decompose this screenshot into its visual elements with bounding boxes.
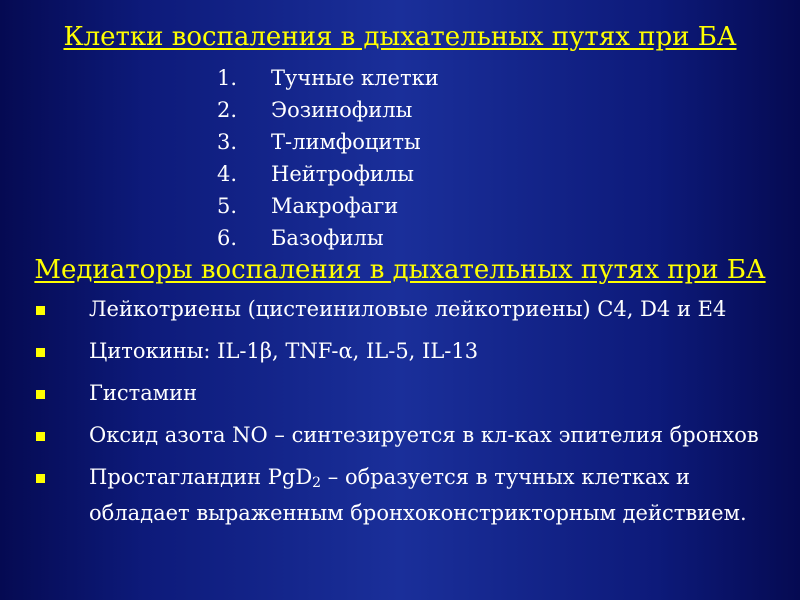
list-number: 3. [217, 130, 238, 154]
square-bullet-icon [36, 306, 45, 315]
list-number: 4. [217, 162, 238, 186]
list-item-label: Базофилы [271, 226, 384, 250]
list-item-label: Тучные клетки [271, 66, 439, 90]
square-bullet-icon [36, 474, 45, 483]
list-item [217, 190, 439, 222]
list-item-label: Макрофаги [271, 194, 399, 218]
list-number: 1. [217, 66, 238, 90]
bullet-item-text: Лейкотриены (цистеиниловые лейкотриены) С4, D4 и Е4 [89, 297, 727, 321]
mediators-list [36, 294, 761, 540]
cells-heading: Клетки воспаления в дыхательных путях при БА [63, 22, 737, 52]
list-item [217, 222, 439, 254]
bullet-item [36, 462, 761, 528]
list-number: 5. [217, 194, 238, 218]
list-item [217, 126, 439, 158]
square-bullet-icon [36, 348, 45, 357]
square-bullet-icon [36, 390, 45, 399]
bullet-item-text [89, 462, 761, 528]
list-number: 6. [217, 226, 238, 250]
bullet-item-text: Оксид азота NO – синтезируется в кл-ках эпителия бронхов [89, 423, 759, 447]
bullet-item-text: Цитокины: IL-1β, TNF-α, IL-5, IL-13 [89, 339, 479, 363]
list-number: 2. [217, 98, 238, 122]
bullet-item-text: Гистамин [89, 381, 198, 405]
bullet-text-prefix: Простагландин PgD [89, 465, 313, 489]
list-item-label: Эозинофилы [271, 98, 413, 122]
bullet-item [36, 378, 761, 408]
cells-list [217, 62, 439, 254]
square-bullet-icon [36, 432, 45, 441]
bullet-item [36, 336, 761, 366]
bullet-text-suffix: – образуется в тучных клетках и обладает выраженным бронхоконстрикторным действием. [89, 465, 747, 525]
list-item [217, 94, 439, 126]
list-item [217, 158, 439, 190]
bullet-item [36, 420, 761, 450]
subscript: 2 [312, 475, 322, 491]
mediators-heading: Медиаторы воспаления в дыхательных путях при БА [34, 255, 766, 285]
list-item-label: Нейтрофилы [271, 162, 414, 186]
list-item-label: Т-лимфоциты [271, 130, 421, 154]
list-item [217, 62, 439, 94]
bullet-item [36, 294, 761, 324]
